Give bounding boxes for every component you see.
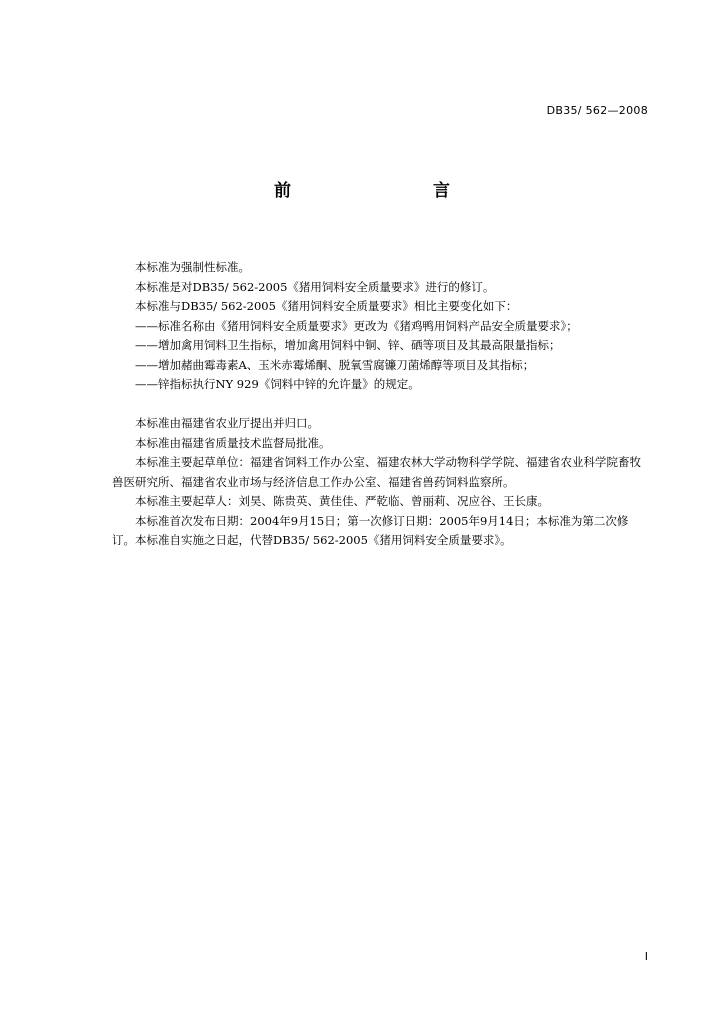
paragraph: 本标准与DB35/ 562-2005《猪用饲料安全质量要求》相比主要变化如下：	[135, 299, 518, 313]
paragraph: 本标准由福建省质量技术监督局批准。	[135, 435, 331, 450]
paragraph-change-item: ——锌指标执行NY 929《饲料中锌的允许量》的规定。	[135, 377, 420, 391]
document-body	[112, 258, 642, 551]
paragraph: 本标准由福建省农业厅提出并归口。	[135, 416, 319, 430]
paragraph-release-history: 本标准首次发布日期：2004年9月15日；第一次修订日期：2005年9月14日；本标准为第二次修订。本标准自实施之日起，代替DB35/ 562-2005《猪用饲料安全质量要求》。	[112, 513, 629, 547]
paragraph-change-item: ——增加赭曲霉毒素A、玉米赤霉烯酮、脱氧雪腐镰刀菌烯醇等项目及其指标；	[135, 357, 535, 372]
paragraph-drafters: 本标准主要起草人：刘昊、陈贵英、黄佳佳、严乾临、曾丽莉、况应谷、王长康。	[135, 494, 549, 508]
paragraph-change-item: ——增加禽用饲料卫生指标，增加禽用饲料中铜、锌、硒等项目及其最高限量指标；	[135, 338, 561, 352]
page-number: I	[644, 950, 648, 963]
paragraph-drafting-units: 本标准主要起草单位：福建省饲料工作办公室、福建农林大学动物科学学院、福建省农业科学院畜牧兽医研究所、福建省农业市场与经济信息工作办公室、福建省兽药饲料监察所。	[112, 455, 641, 489]
page-title: 前 言	[274, 181, 486, 201]
paragraph: 本标准是对DB35/ 562-2005《猪用饲料安全质量要求》进行的修订。	[135, 279, 495, 294]
paragraph-change-item: ——标准名称由《猪用饲料安全质量要求》更改为《猪鸡鸭用饲料产品安全质量要求》；	[135, 318, 578, 333]
paragraph: 本标准为强制性标准。	[135, 260, 250, 274]
standard-code: DB35/ 562—2008	[546, 104, 648, 117]
paragraph-gap	[112, 395, 642, 415]
